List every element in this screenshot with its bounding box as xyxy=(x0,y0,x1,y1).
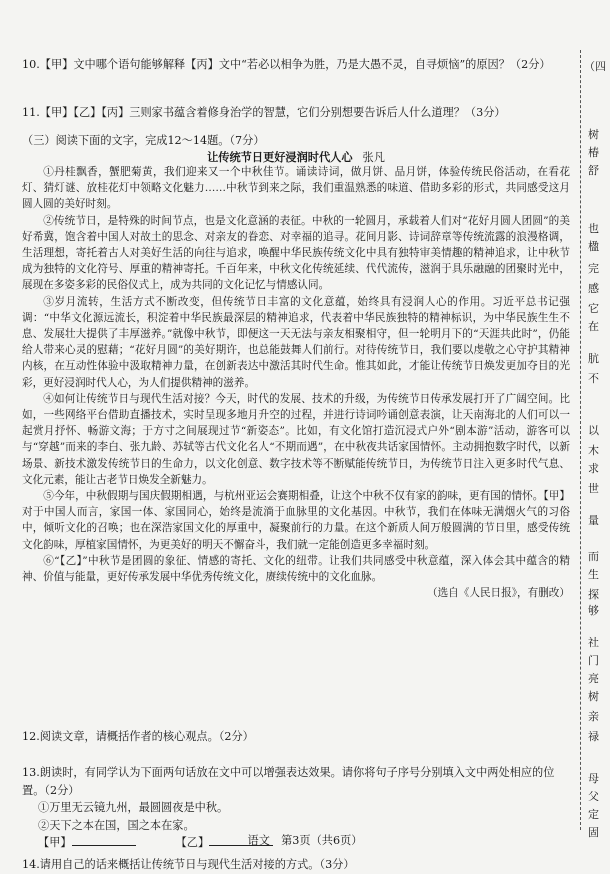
question-13-stem: 13.朗读时，有同学认为下面两句话放在文中可以增强表达效果。请你将句子序号分别填入文中两处相应的位置。（2分） xyxy=(22,766,555,797)
article-paragraph: ⑥“【乙】”中秋节是团圆的象征、情感的寄托、文化的纽带。让我们共同感受中秋意蕴，深入体会其中蕴含的精神、价值与能量，更好传承发展中华优秀传统文化，赓续传统中的文化血脉。 xyxy=(22,554,570,584)
sidebar-char: 亲 xyxy=(588,710,599,723)
sidebar-char: 也 xyxy=(588,222,599,235)
question-11: 11.【甲】【乙】【丙】三则家书蕴含着修身治学的智慧，它们分别想要告诉后人什么道理？（3分） xyxy=(22,106,506,119)
sidebar-char: 不 xyxy=(588,372,599,385)
sidebar-char: 父 xyxy=(588,790,599,803)
sidebar-char: 而 xyxy=(588,550,599,563)
sidebar-char: 楹 xyxy=(588,240,599,253)
sidebar-char: 禄 xyxy=(588,730,599,743)
question-13-option-2: ②天下之本在国，国之本在家。 xyxy=(38,818,195,832)
answer-label-jia: 【甲】 xyxy=(38,836,72,850)
sidebar-char: 感 xyxy=(588,282,599,295)
sidebar-char: 木 xyxy=(588,444,599,457)
column-divider xyxy=(580,50,582,830)
sidebar-char: 社 xyxy=(588,636,599,649)
sidebar-char: 定 xyxy=(588,808,599,821)
article-paragraph: ①丹桂飘香，蟹肥菊黄，我们迎来又一个中秋佳节。诵读诗词，做月饼、品月饼，体验传统民俗活动，在看花灯、猜灯谜、放桂花灯中领略文化魅力……中秋节到来之际，我们重温熟悉的味道、借助多彩的形式，共同感受这月圆人圆的美好时刻。 xyxy=(22,166,570,211)
sidebar-char: 椿 xyxy=(588,146,599,159)
article-paragraph: ②传统节日，是特殊的时间节点，也是文化意涵的表征。中秋的一轮圆月，承载着人们对“花好月圆人团圆”的美好希冀，饱含着中国人对故土的思念、对亲友的眷恋、对幸福的追寻。花间月影、诗词辞章等传统流露的浪漫格调，生活理想，寄托着古人对美好生活的向往与追求，唤醒中华民族传统文化中具有独特审美情趣的精神追求，让中秋节成为独特的文化符号、厚重的精神寄托。千百年来，中秋文化传统延续、代代流传，滋润于具乐融融的团聚时光中，展现在多姿多彩的民俗仪式上，成为共同的文化记忆与情感认同。 xyxy=(22,214,570,292)
sidebar-char: 生 xyxy=(588,568,599,581)
sidebar-char: 树 xyxy=(588,128,599,141)
sidebar-char: 母 xyxy=(588,772,599,785)
answer-label-yi: 【乙】 xyxy=(175,836,210,850)
article-body xyxy=(22,164,570,601)
sidebar-char: 固 xyxy=(588,826,599,839)
question-14: 14.请用自己的话来概括让传统节日与现代生活对接的方式。（3分） xyxy=(22,858,355,871)
sidebar-char: 世 xyxy=(588,482,599,495)
sidebar-char: 以 xyxy=(588,424,599,437)
article-author: 张凡 xyxy=(362,151,385,164)
question-13-option-1: ①万里无云镜九州，最圆圆夜是中秋。 xyxy=(38,801,229,815)
sidebar-char: 够 xyxy=(588,604,599,617)
sidebar-top-label: （四 xyxy=(584,60,606,73)
article-source: （选自《人民日报》，有删改） xyxy=(426,587,570,600)
sidebar-char: 量 xyxy=(588,514,599,527)
question-10: 10.【甲】文中哪个语句能够解释【丙】文中“若必以相争为胜，乃是大愚不灵，自寻烦恼”的原因？（2分） xyxy=(22,58,551,71)
sidebar-char: 舒 xyxy=(588,164,599,177)
sidebar-char: 亮 xyxy=(588,672,599,685)
article-title: 让传统节日更好浸润时代人心 xyxy=(207,150,353,164)
article-paragraph: ④如何让传统节日与现代生活对接？今天，时代的发展、技术的升级，为传统节日传承发展打开了广阔空间。比如，一些网络平台借助直播技术，实时呈现多地月升空的过程，并进行诗词吟诵创意表演，让天南海北的人们可以一起赏月抒怀、畅游文海；于方寸之间展现过节“新姿态”。比如，有文化馆打造沉浸式户外“剧本游”活动，游客可以与“穿越”而来的李白、张九龄、苏轼等古代文化名人“不期而遇”，在中秋夜共话家国情怀。主动拥抱数字时代，以新场景、新技术激发传统节日的生命力，以文化创意、数字技术等不断赋能传统节日，为传统节日注入更多时代气息、文化元素，能让古老节日焕发全新魅力。 xyxy=(22,392,570,486)
article-paragraph: ③岁月流转，生活方式不断改变，但传统节日丰富的文化意蕴，始终具有浸润人心的作用。习近平总书记强调：“中华文化源远流长，积淀着中华民族最深层的精神追求，代表着中华民族独特的精神标识，为中华民族生生不息、发展壮大提供了丰厚滋养。”就像中秋节，即便这一天无法与亲友相聚相守，但一轮明月下的“天涯共此时”，仍能给人带来心灵的慰藉；“花好月圆”的美好期许，也总能鼓舞人们前行。对待传统节日，我们要以虔敬之心守护其精神内核，在互动性体验中汲取精神力量，在创新表达中激活其时代生命。惟其如此，才能让传统节日焕发更加夺目的光彩，更好浸润时代人心，为人们提供精神的滋养。 xyxy=(22,295,570,389)
sidebar-char: 求 xyxy=(588,462,599,475)
page-footer: 语文 第3页（共6页） xyxy=(247,834,363,847)
sidebar-char: 肮 xyxy=(588,352,599,365)
sidebar-char: 门 xyxy=(588,654,599,667)
question-12: 12.阅读文章，请概括作者的核心观点。（2分） xyxy=(22,730,254,743)
sidebar-char: 完 xyxy=(588,262,599,275)
sidebar-char: 树 xyxy=(588,690,599,703)
sidebar-char: 它 xyxy=(588,302,599,315)
sidebar-char: 在 xyxy=(588,320,599,333)
sidebar-char: 探 xyxy=(588,588,599,601)
article-paragraph: ⑤今年，中秋假期与国庆假期相遇，与杭州亚运会赛期相叠，让这个中秋不仅有家的韵味，更有国的情怀。【甲】对于中国人而言，家国一体、家国同心，始终是流淌于血脉里的文化基因。中秋节，我们在体味无满烟火气的习俗中，倾听文化的召唤；也在深浩家国文化的厚重中，凝聚前行的力量。在这个新质人间万般圆满的节日里，感受传统文化韵味，厚植家国情怀，为更美好的明天不懈奋斗，我们就一定能创造更多幸福时刻。 xyxy=(22,490,570,551)
section-header: （三）阅读下面的文字，完成12～14题。（7分） xyxy=(22,134,265,147)
